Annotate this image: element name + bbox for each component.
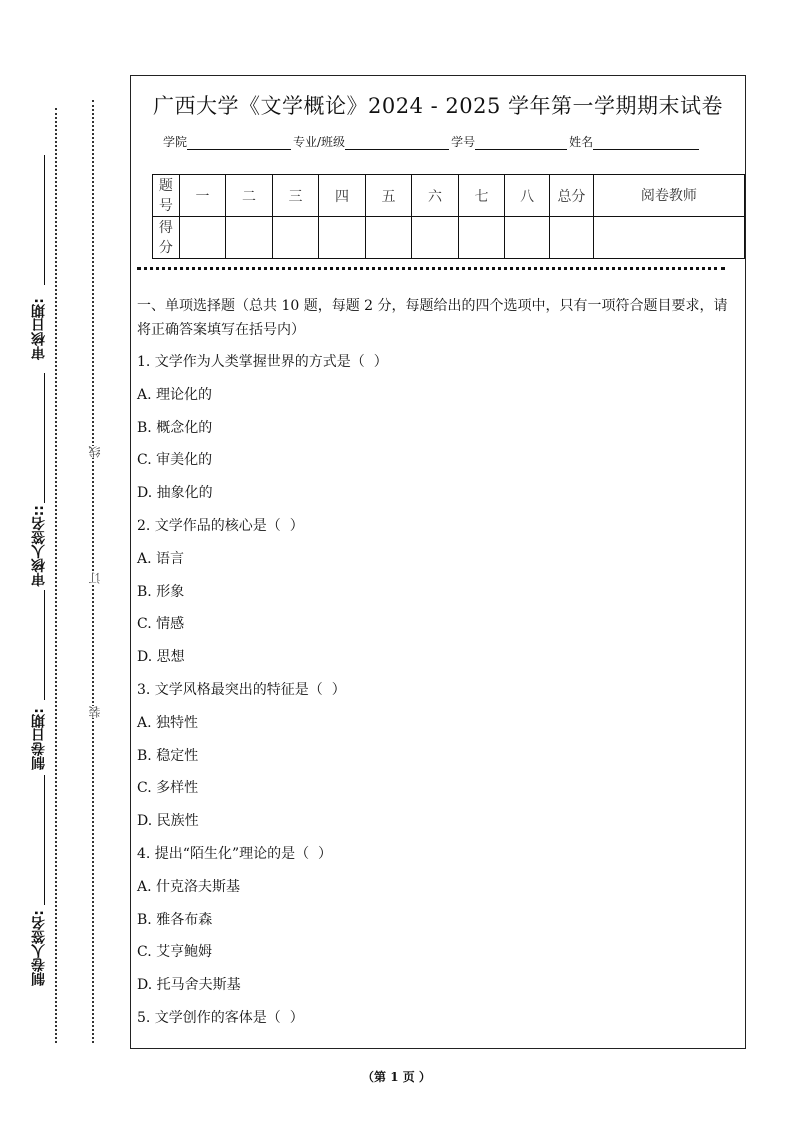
review-date-label: 审核日期:: [31, 298, 47, 360]
name-label: 姓名: [569, 135, 594, 149]
binding-char-order: 订: [88, 572, 102, 584]
answer-option: B. 概念化的: [137, 419, 213, 436]
exam-page-frame: [130, 75, 746, 1049]
answer-option: B. 雅各布森: [137, 911, 213, 928]
question-list: [137, 346, 737, 1035]
page-number: （第 1 页 ）: [362, 1070, 431, 1084]
reader-cell[interactable]: [593, 217, 744, 259]
binding-char-bind: 装: [88, 706, 102, 718]
score-column-header: 二: [226, 175, 273, 217]
answer-option: C. 多样性: [137, 780, 199, 797]
binding-char-line: 线: [88, 446, 102, 458]
questions-section: [137, 294, 737, 1035]
answer-option: A. 独特性: [137, 714, 199, 731]
score-column-header: 四: [319, 175, 366, 217]
name-field[interactable]: [593, 137, 699, 150]
question-stem: 5. 文学创作的客体是（ ）: [137, 1009, 304, 1026]
score-cell[interactable]: [412, 217, 459, 259]
maker-sign-label: 制卷人签名:: [31, 910, 47, 986]
score-cell[interactable]: [272, 217, 319, 259]
question-stem: 2. 文学作品的核心是（ ）: [137, 517, 304, 534]
score-column-header: 八: [505, 175, 550, 217]
reviewer-sign-label: 审核人签名::: [31, 505, 47, 587]
answer-option: C. 审美化的: [137, 452, 213, 469]
answer-option: B. 稳定性: [137, 747, 199, 764]
student-id-label: 学号: [451, 135, 476, 149]
score-column-header: 总分: [550, 175, 594, 217]
make-date-underline: [44, 590, 45, 700]
score-cell[interactable]: [226, 217, 273, 259]
exam-title: 广西大学《文学概论》2024 - 2025 学年第一学期期末试卷: [152, 94, 723, 118]
score-column-header: 一: [179, 175, 226, 217]
score-column-header: 七: [458, 175, 505, 217]
reader-header: 阅卷教师: [593, 175, 744, 217]
seal-dotted-line-outer: [55, 108, 57, 1043]
score-cell[interactable]: [319, 217, 366, 259]
score-column-header: 五: [365, 175, 412, 217]
major-field[interactable]: [345, 137, 449, 150]
question-number-header: 题号: [153, 175, 180, 217]
section-heading: 一、单项选择题（总共 10 题，每题 2 分，每题给出的四个选项中，只有一项符合题目要求，请将正确答案填写在括号内）: [137, 298, 728, 338]
score-cell[interactable]: [365, 217, 412, 259]
score-cell[interactable]: [505, 217, 550, 259]
answer-option: D. 思想: [137, 649, 185, 666]
student-id-field[interactable]: [475, 137, 567, 150]
question-stem: 3. 文学风格最突出的特征是（ ）: [137, 681, 346, 698]
question-stem: 4. 提出“陌生化”理论的是（ ）: [137, 845, 333, 862]
answer-option: B. 形象: [137, 583, 185, 600]
college-field[interactable]: [187, 137, 291, 150]
answer-option: C. 艾亨鲍姆: [137, 944, 213, 961]
college-label: 学院: [163, 135, 188, 149]
answer-option: D. 抽象化的: [137, 485, 213, 502]
question-stem: 1. 文学作为人类掌握世界的方式是（ ）: [137, 354, 388, 370]
major-label: 专业/班级: [293, 135, 346, 149]
separator-dotted-line: [137, 267, 725, 270]
student-info-row: [163, 133, 701, 150]
answer-option: D. 托马舍夫斯基: [137, 977, 241, 994]
reviewer-sign-underline: [44, 373, 45, 503]
score-column-header: 三: [272, 175, 319, 217]
answer-option: A. 什克洛夫斯基: [137, 878, 241, 895]
answer-option: C. 情感: [137, 616, 185, 633]
score-column-header: 六: [412, 175, 459, 217]
answer-option: A. 理论化的: [137, 386, 213, 403]
answer-option: A. 语言: [137, 550, 185, 567]
score-table: [152, 174, 745, 259]
score-cell[interactable]: [550, 217, 594, 259]
score-cell[interactable]: [179, 217, 226, 259]
review-date-underline: [44, 155, 45, 285]
maker-sign-underline: [44, 775, 45, 905]
score-header: 得分: [153, 217, 180, 259]
answer-option: D. 民族性: [137, 813, 199, 830]
score-cell[interactable]: [458, 217, 505, 259]
make-date-label: 制卷日期:: [31, 708, 47, 770]
